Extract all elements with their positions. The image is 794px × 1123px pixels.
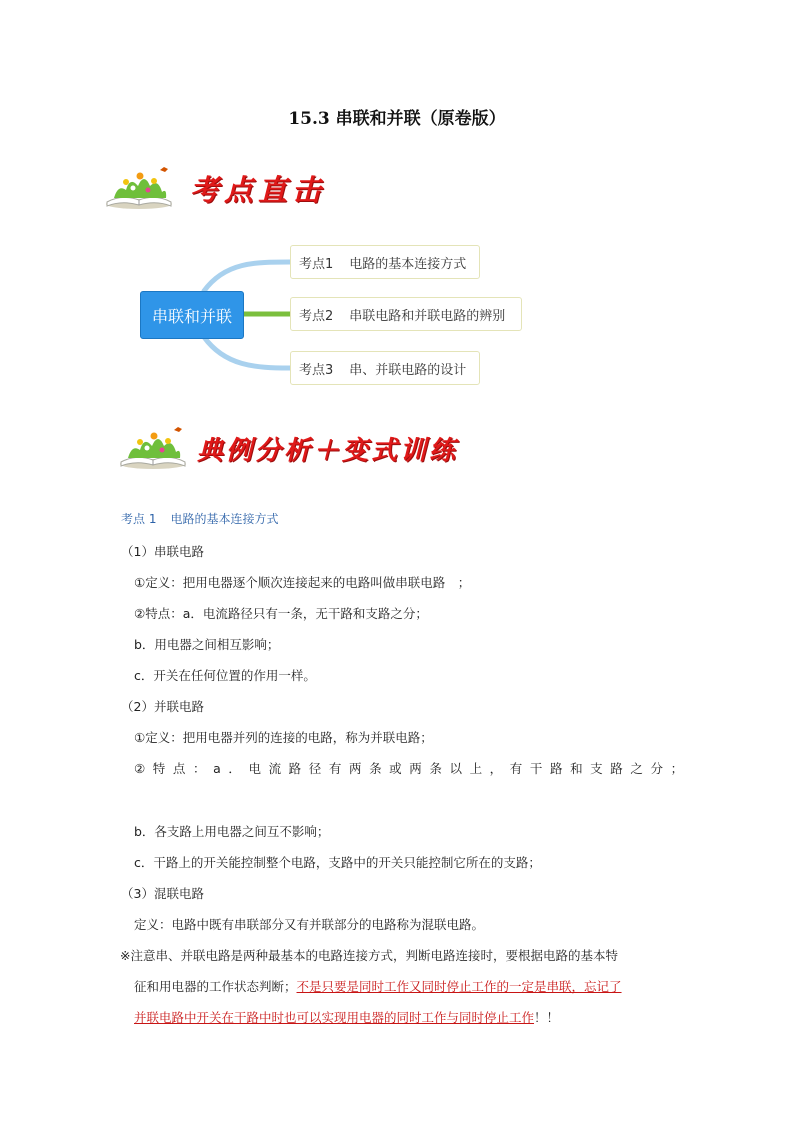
- note-line-3: [134, 1008, 559, 1026]
- book-icon: [104, 164, 174, 210]
- section-banner-exam-points: 考点直击: [190, 173, 327, 207]
- text-line: ②特点：a．电流路径只有一条，无干路和支路之分；: [134, 606, 428, 621]
- section-label: 电路的基本连接方式: [170, 512, 279, 526]
- text-line: ②特点：a．电流路径有两条或两条以上，有干路和支路之分；: [134, 761, 691, 776]
- note-warning: 并联电路中开关在干路中时也可以实现用电器的同时工作与同时停止工作: [134, 1010, 535, 1025]
- subheading-series: （1）串联电路: [121, 544, 204, 559]
- mindmap-node-2: [290, 297, 522, 331]
- text-line: ①定义：把用电器逐个顺次连接起来的电路叫做串联电路 ；: [134, 575, 471, 590]
- note-text: 征和用电器的工作状态判断；: [134, 979, 297, 994]
- subheading-mixed: （3）混联电路: [121, 886, 204, 901]
- mindmap-root: 串联和并联: [140, 291, 244, 339]
- mindmap-node-key: 考点2: [299, 308, 334, 324]
- page-title: 15.3 串联和并联（原卷版）: [288, 109, 506, 129]
- mindmap-node-key: 考点1: [299, 256, 334, 272]
- book-icon: [118, 424, 188, 470]
- subheading-parallel: （2）并联电路: [121, 699, 204, 714]
- text-line: 定义：电路中既有串联部分又有并联部分的电路称为混联电路。: [134, 917, 485, 932]
- section-heading: [121, 510, 278, 527]
- mindmap-node-key: 考点3: [299, 362, 334, 378]
- note-line-1: ※注意串、并联电路是两种最基本的电路连接方式，判断电路连接时，要根据电路的基本特: [120, 948, 618, 963]
- mindmap-node-1: [290, 245, 480, 279]
- note-warning: 不是只要是同时工作又同时停止工作的一定是串联，忘记了: [296, 979, 622, 994]
- text-line: b．用电器之间相互影响；: [134, 637, 280, 652]
- mindmap-node-label: 电路的基本连接方式: [349, 256, 467, 272]
- text-line: ①定义：把用电器并列的连接的电路，称为并联电路；: [134, 730, 433, 745]
- mindmap-node-3: [290, 351, 480, 385]
- text-line: c．干路上的开关能控制整个电路，支路中的开关只能控制它所在的支路；: [134, 855, 541, 870]
- note-line-2: [134, 977, 622, 995]
- text-line: b．各支路上用电器之间互不影响；: [134, 824, 330, 839]
- mindmap-node-label: 串联电路和并联电路的辨别: [349, 308, 506, 324]
- mindmap-node-label: 串、并联电路的设计: [349, 362, 467, 378]
- note-text: ！！: [534, 1010, 560, 1025]
- section-banner-examples: 典例分析＋变式训练: [197, 436, 459, 466]
- text-line: c．开关在任何位置的作用一样。: [134, 668, 316, 683]
- section-key: 考点 1: [121, 512, 157, 526]
